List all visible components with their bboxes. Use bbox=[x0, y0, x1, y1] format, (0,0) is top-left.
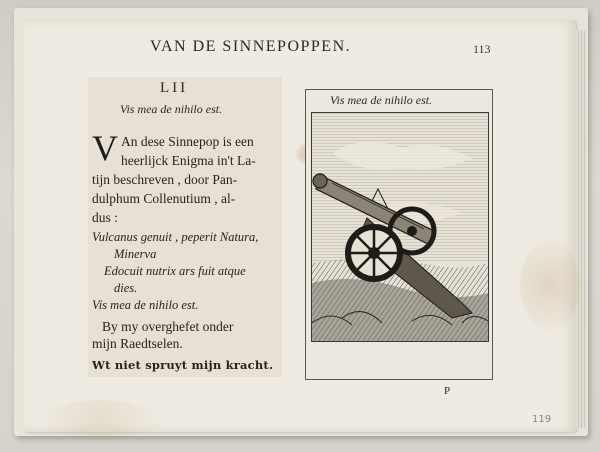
latin-verse bbox=[92, 229, 278, 314]
closing-line: mijn Raedtselen. bbox=[92, 336, 183, 351]
signature-mark: P bbox=[444, 385, 451, 397]
verse-line: Edocuit nutrix ars fuit atque bbox=[104, 264, 246, 278]
page-number: 113 bbox=[473, 42, 491, 56]
prose-line: heerlijck Enigma in't La- bbox=[121, 153, 256, 168]
blackletter-motto: Wt niet spruyt mijn kracht. bbox=[92, 358, 274, 372]
emblem-motto: Vis mea de nihilo est. bbox=[120, 102, 223, 116]
foxing-stain bbox=[520, 240, 580, 330]
emblem-number: LII bbox=[160, 80, 189, 96]
running-head: VAN DE SINNEPOPPEN. bbox=[150, 38, 352, 55]
prose-line: dulphum Collenutium , al- bbox=[92, 191, 236, 206]
emblem-text bbox=[92, 128, 278, 375]
plate-title: Vis mea de nihilo est. bbox=[330, 93, 433, 107]
drop-cap: V bbox=[92, 128, 118, 168]
pencil-number: 119 bbox=[532, 414, 552, 425]
prose-line: dus : bbox=[92, 210, 118, 225]
foxing-stain bbox=[40, 400, 160, 440]
prose-line: tijn beschreven , door Pan- bbox=[92, 172, 238, 187]
closing-text bbox=[92, 318, 278, 352]
closing-line: By my overghefet onder bbox=[102, 319, 234, 334]
verse-line: Vis mea de nihilo est. bbox=[92, 298, 199, 312]
prose-line: An dese Sinnepop is een bbox=[121, 134, 254, 149]
verse-line: Vulcanus genuit , peperit Natura, bbox=[92, 230, 259, 244]
verse-line: Minerva bbox=[114, 247, 157, 261]
page-edges bbox=[576, 30, 586, 428]
verse-line: dies. bbox=[114, 281, 138, 295]
cannon-engraving bbox=[311, 112, 489, 342]
